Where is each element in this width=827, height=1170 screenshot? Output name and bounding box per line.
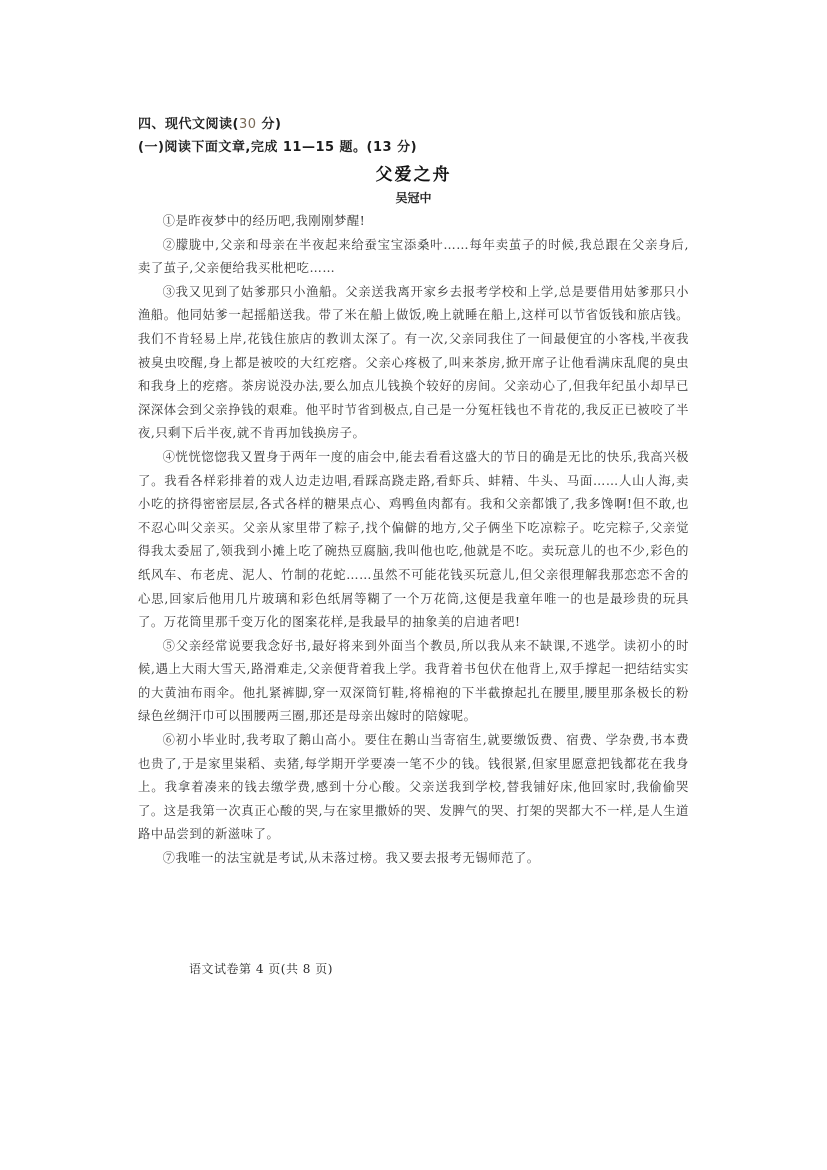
section-title-suffix: 分) bbox=[256, 117, 282, 132]
section-heading bbox=[138, 113, 281, 132]
article-body bbox=[138, 210, 689, 871]
section-title-prefix: 四、现代文阅读( bbox=[138, 117, 239, 132]
article-author: 吴冠中 bbox=[395, 191, 432, 205]
page-footer: 语文试卷第 4 页(共 8 页) bbox=[189, 962, 333, 976]
paragraph-7: ⑦我唯一的法宝就是考试,从未落过榜。我又要去报考无锡师范了。 bbox=[162, 851, 540, 866]
paragraph-4: ④恍恍惚惚我又置身于两年一度的庙会中,能去看看这盛大的节日的确是无比的快乐,我高兴极了。我看各样彩排着的戏人边走边唱,看踩高跷走路,看虾兵、蚌精、牛头、马面……人山人海,卖小吃的挤得密密层层,各式各样的糖果点心、鸡鸭鱼肉都有。我和父亲都饿了,我多馋啊!但不敢,也不忍心叫父亲买。父亲从家里带了粽子,找个偏僻的地方,父子俩坐下吃凉粽子。吃完粽子,父亲觉得我太委屈了,领我到小摊上吃了碗热豆腐脑,我叫他也吃,他就是不吃。卖玩意儿的也不少,彩色的纸风车、布老虎、泥人、竹制的花蛇……虽然不可能花钱买玩意儿,但父亲很理解我那恋恋不舍的心思,回家后他用几片玻璃和彩色纸屑等糊了一个万花筒,这便是我童年唯一的也是最珍贵的玩具了。万花筒里那千变万化的图案花样,是我最早的抽象美的启迪者吧! bbox=[138, 449, 689, 630]
paragraph-6: ⑥初小毕业时,我考取了鹅山高小。要住在鹅山当寄宿生,就要缴饭费、宿费、学杂费,书本费也贵了,于是家里粜稻、卖猪,每学期开学要凑一笔不少的钱。钱很紧,但家里愿意把钱都花在我身上。我拿着凑来的钱去缴学费,感到十分心酸。父亲送我到学校,替我铺好床,他回家时,我偷偷哭了。这是我第一次真正心酸的哭,与在家里撒娇的哭、发脾气的哭、打架的哭都大不一样,是人生道路中品尝到的新滋味了。 bbox=[138, 733, 689, 842]
paragraph-3: ③我又见到了姑爹那只小渔船。父亲送我离开家乡去报考学校和上学,总是要借用姑爹那只小渔船。他同姑爹一起摇船送我。带了米在船上做饭,晚上就睡在船上,这样可以节省饭钱和旅店钱。我们不肯轻易上岸,花钱住旅店的教训太深了。有一次,父亲同我住了一间最便宜的小客栈,半夜我被臭虫咬醒,身上都是被咬的大红疙瘩。父亲心疼极了,叫来茶房,掀开席子让他看满床乱爬的臭虫和我身上的疙瘩。茶房说没办法,要么加点儿钱换个较好的房间。父亲动心了,但我年纪虽小却早已深深体会到父亲挣钱的艰难。他平时节省到极点,自己是一分冤枉钱也不肯花的,我反正已被咬了半夜,只剩下后半夜,就不肯再加钱换房子。 bbox=[138, 284, 689, 441]
subsection-heading: (一)阅读下面文章,完成 11—15 题。(13 分) bbox=[138, 140, 418, 155]
article-title: 父爱之舟 bbox=[375, 165, 452, 185]
paragraph-1: ①是昨夜梦中的经历吧,我刚刚梦醒! bbox=[162, 214, 366, 228]
paragraph-2: ②朦胧中,父亲和母亲在半夜起来给蚕宝宝添桑叶……每年卖茧子的时候,我总跟在父亲身后,卖了茧子,父亲便给我买枇杷吃…… bbox=[138, 237, 689, 276]
section-score: 30 bbox=[238, 117, 257, 132]
paragraph-5: ⑤父亲经常说要我念好书,最好将来到外面当个教员,所以我从来不缺课,不逃学。读初小的时候,遇上大雨大雪天,路滑难走,父亲便背着我上学。我背着书包伏在他背上,双手撑起一把结结实实的大黄油布雨伞。他扎紧裤脚,穿一双深筒钉鞋,将棉袍的下半截撩起扎在腰里,腰里那条极长的粉绿色丝绸汗巾可以围腰两三圈,那还是母亲出嫁时的陪嫁呢。 bbox=[138, 638, 689, 724]
